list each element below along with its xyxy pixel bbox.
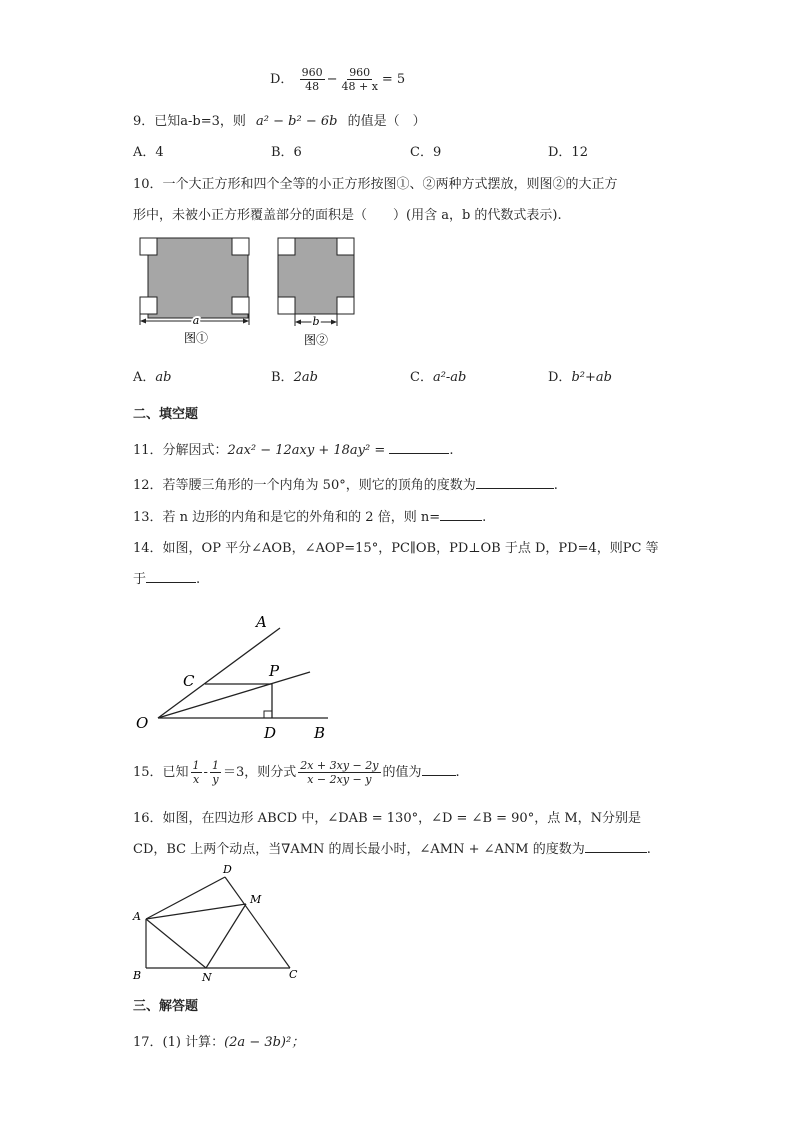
q15-answer-blank[interactable]: [422, 763, 456, 776]
label-D: D: [223, 863, 232, 876]
q17: 17．(1) 计算：(2a − 3b)²；: [133, 1035, 305, 1050]
q11-expr: 2ax² − 12axy + 18ay² =: [227, 443, 386, 458]
fig2-small-square-br: [337, 297, 354, 314]
label-D: D: [264, 724, 277, 742]
label-C: C: [289, 968, 298, 981]
q15-frac3: $\frac{2x + 3xy - 2y}{x - 2xy - y}$: [300, 759, 379, 786]
q12-answer-blank[interactable]: [476, 476, 554, 489]
q17-expr: (2a − 3b)²；: [224, 1035, 305, 1050]
q15: 15．已知 $\frac{1}{x}$ - $\frac{1}{y}$ ＝3，则分式 $\frac{2x + 3xy - 2y}{x - 2xy - y}$ 的值为 .: [133, 759, 460, 786]
q10-option-b: B．2ab: [271, 370, 318, 385]
q14-figure: [130, 605, 340, 745]
label-O: O: [136, 714, 149, 732]
label-C: C: [183, 672, 195, 690]
fig2-small-square-bl: [278, 297, 295, 314]
q10-option-d: D．b²+ab: [548, 370, 612, 385]
label-B: B: [314, 724, 326, 742]
fig2-dim-label: b: [312, 315, 320, 328]
q9-stem: 9．已知a-b=3，则 a² − b² − 6b 的值是（ ）: [133, 114, 426, 129]
segment-MN: [206, 904, 246, 968]
q10-line2: 形中，未被小正方形覆盖部分的面积是（ ）(用含 a，b 的代数式表示).: [133, 208, 562, 223]
section-2-title: 二、填空题: [133, 407, 199, 422]
fig1-dim-label: a: [192, 314, 200, 327]
ray-OA: [158, 628, 280, 718]
q11-answer-blank[interactable]: [389, 441, 449, 454]
q14-line1: 14．如图，OP 平分∠AOB，∠AOP=15°，PC∥OB，PD⊥OB 于点 D，PD=4，则PC 等: [133, 541, 659, 556]
q14-answer-blank[interactable]: [146, 570, 196, 583]
fig2-caption: 图②: [303, 333, 329, 347]
q15-frac2: $\frac{1}{y}$: [211, 759, 219, 786]
q13: 13．若 n 边形的内角和是它的外角和的 2 倍，则 n= .: [133, 510, 487, 525]
segment-AN: [146, 919, 206, 968]
q16-answer-blank[interactable]: [585, 840, 647, 853]
q9-option-a: A．4: [133, 145, 164, 160]
q16-figure: [128, 860, 308, 986]
q8-minus: −: [326, 72, 338, 87]
section-3-title: 三、解答题: [133, 999, 199, 1014]
ray-OP: [158, 672, 310, 718]
fig1-small-square-tl: [140, 238, 157, 255]
right-angle-mark: [264, 711, 272, 718]
fig2-small-square-tr: [337, 238, 354, 255]
q16-line2: CD，BC 上两个动点，当∇AMN 的周长最小时，∠AMN + ∠ANM 的度数为 .: [133, 842, 651, 857]
q8-frac1: $\frac{960}{48}$: [301, 66, 323, 93]
label-P: P: [269, 662, 280, 680]
q10-option-a: A．ab: [133, 370, 172, 385]
q10-option-c: C．a²-ab: [410, 370, 467, 385]
q15-frac1: $\frac{1}{x}$: [192, 759, 200, 786]
fig1-caption: 图①: [183, 331, 209, 345]
label-A: A: [256, 613, 267, 631]
q14-line2: 于 .: [133, 572, 201, 587]
label-B: B: [133, 969, 142, 982]
label-M: M: [250, 893, 262, 906]
q8-option-d-label: D．: [270, 72, 294, 87]
q9-option-d: D．12: [548, 145, 588, 160]
fig1-small-square-tr: [232, 238, 249, 255]
fig1-small-square-bl: [140, 297, 157, 314]
q8-frac2: $\frac{960}{48 + x}$: [341, 66, 378, 93]
q9-option-c: C．9: [410, 145, 442, 160]
q10-line1: 10．一个大正方形和四个全等的小正方形按图①、②两种方式摆放，则图②的大正方: [133, 177, 618, 192]
q13-answer-blank[interactable]: [440, 508, 482, 521]
fig2-small-square-tl: [278, 238, 295, 255]
q9-expr: a² − b² − 6b: [256, 114, 338, 129]
q8-rhs: = 5: [381, 72, 406, 87]
q16-line1: 16．如图，在四边形 ABCD 中，∠DAB = 130°，∠D = ∠B = 90°，点 M，N分别是: [133, 811, 642, 826]
q8-option-d: [270, 66, 405, 93]
label-A: A: [133, 910, 141, 923]
label-N: N: [202, 971, 212, 984]
q11: 11．分解因式：2ax² − 12axy + 18ay² = .: [133, 443, 454, 458]
fig1-small-square-br: [232, 297, 249, 314]
q10-figures: [130, 230, 370, 352]
q12: 12．若等腰三角形的一个内角为 50°，则它的顶角的度数为 .: [133, 478, 558, 493]
q9-option-b: B．6: [271, 145, 302, 160]
